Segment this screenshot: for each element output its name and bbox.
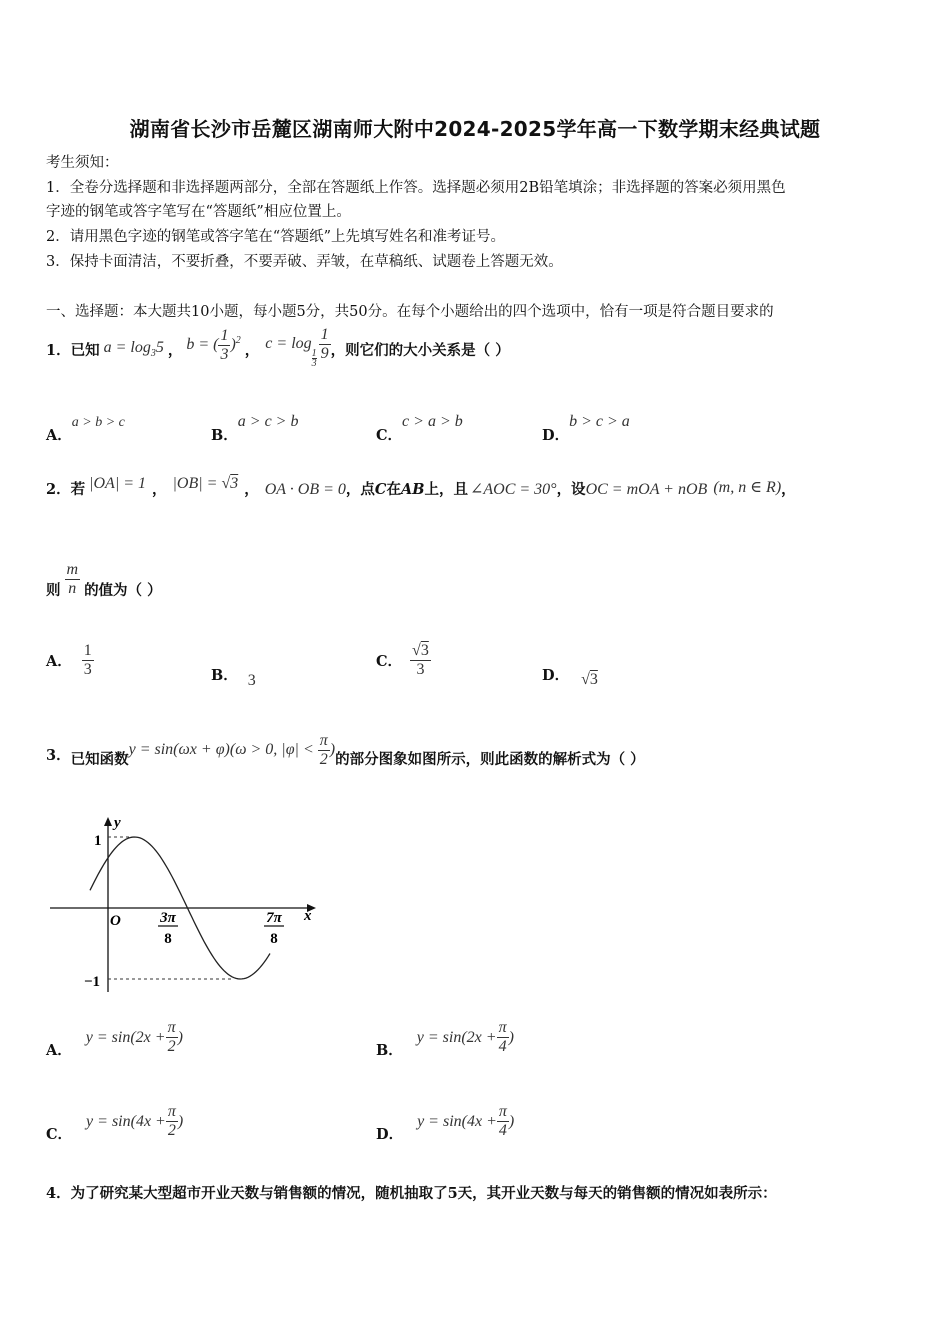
- q3-option-d[interactable]: D． y = sin(4x + $\frac{\pi}{4}$ ): [376, 1103, 515, 1143]
- notice-heading: 考生须知：: [46, 155, 119, 171]
- notice-item-1-line-2: 字迹的钢笔或答字笔写在“答题纸”相应位置上。: [46, 204, 351, 220]
- q2-dot-product: OA · OB = 0: [264, 481, 346, 498]
- q2-oc: OC = mOA + nOB: [585, 481, 708, 498]
- q1-b-expr: b = ( $\frac{1}{3}$ )$^2$: [186, 326, 241, 363]
- q1-option-b[interactable]: B．a > c > b: [211, 413, 299, 444]
- x-tick-2-den: 8: [270, 931, 278, 947]
- q1-a-expr: $a = \log_35$: [103, 338, 164, 360]
- q1-tail: ，则它们的大小关系是（ ）: [330, 342, 510, 359]
- q1-lead: 已知: [70, 342, 100, 359]
- q3-option-c[interactable]: C． y = sin(4x + $\frac{\pi}{2}$ ): [46, 1103, 184, 1143]
- y-min-label: −1: [84, 974, 101, 990]
- q2-option-b[interactable]: B． 3: [211, 667, 256, 689]
- q2-option-c[interactable]: C． $\frac{√3}{3}$: [376, 642, 429, 678]
- q1-sep-2: ，: [244, 342, 260, 359]
- x-tick-1-num: 3π: [160, 910, 176, 926]
- q1-option-a[interactable]: A．a > b > c: [46, 415, 125, 444]
- q3-graph: [44, 812, 324, 994]
- x-label: x: [304, 908, 312, 924]
- q3-expr: y = sin(ωx + φ)(ω > 0, |φ| < $\frac{\pi}{2}$ ): [128, 731, 336, 768]
- q2-let: ，设: [556, 481, 586, 498]
- q2-condition: (m, n ∈ R): [713, 479, 782, 496]
- q2-ob: |OB| = √3: [172, 475, 239, 492]
- q2-number: 2．: [46, 481, 71, 498]
- q1-c-expr: c = log $_{\frac{1}{3}}$ $\frac{1}{9}$: [265, 325, 329, 370]
- q2-option-a[interactable]: A． $\frac{1}{3}$: [46, 642, 92, 678]
- q2-then: 则: [46, 582, 61, 599]
- notice-item-1-line-1: 1．全卷分选择题和非选择题两部分，全部在答题纸上作答。选择题必须用2B铅笔填涂；非选择题的答案必须用黑色: [46, 180, 786, 196]
- q3-option-b[interactable]: B． y = sin(2x + $\frac{\pi}{4}$ ): [376, 1019, 514, 1059]
- q2-segment: AB: [400, 481, 425, 498]
- y-max-label: 1: [94, 833, 102, 849]
- q1-sep-1: ，: [167, 342, 183, 359]
- q3-number: 3．: [46, 747, 71, 764]
- q3-option-a[interactable]: A． y = sin(2x + $\frac{\pi}{2}$ ): [46, 1019, 183, 1059]
- q1-number: 1．: [46, 342, 71, 359]
- q2-comma-3: ，: [781, 481, 796, 498]
- q4-text: 为了研究某大型超市开业天数与销售额的情况，随机抽取了5天，其开业天数与每天的销售额的情况如表所示：: [70, 1185, 777, 1202]
- q2-mid: ，点: [345, 481, 375, 498]
- q2-angle: ∠AOC = 30°: [469, 481, 557, 498]
- origin-label: O: [110, 913, 121, 929]
- q1-option-d[interactable]: D．b > c > a: [542, 413, 630, 444]
- q3-lead: 已知函数: [70, 751, 129, 768]
- q3-tail: 的部分图象如图所示，则此函数的解析式为（ ）: [335, 751, 645, 768]
- q1-option-c[interactable]: C．c > a > b: [376, 413, 463, 444]
- page-title: 湖南省长沙市岳麓区湖南师大附中2024-2025学年高一下数学期末经典试题: [129, 117, 821, 141]
- notice-item-2: 2．请用黑色字迹的钢笔或答字笔在“答题纸”上先填写姓名和准考证号。: [46, 229, 506, 245]
- y-label: y: [114, 815, 121, 831]
- question-1: [46, 325, 510, 377]
- q2-fraction: $\frac{m}{n}$: [66, 560, 79, 597]
- question-2: [46, 472, 796, 508]
- x-tick-1-den: 8: [164, 931, 172, 947]
- question-3: [46, 733, 645, 779]
- q2-oa: |OA| = 1: [89, 475, 147, 492]
- q2-option-d[interactable]: D． √3: [542, 667, 598, 688]
- q2-on2: 上，且: [424, 481, 468, 498]
- x-tick-2-num: 7π: [266, 910, 282, 926]
- q2-comma-1: ，: [152, 481, 167, 498]
- q2-point: C: [374, 481, 387, 498]
- q2-ask: [46, 556, 162, 602]
- q2-comma-2: ，: [244, 481, 259, 498]
- question-4: [46, 1185, 777, 1203]
- q4-number: 4．: [46, 1185, 71, 1202]
- q2-ask-text: 的值为（ ）: [84, 582, 162, 599]
- notice-item-3: 3．保持卡面清洁，不要折叠，不要弄破、弄皱，在草稿纸、试题卷上答题无效。: [46, 254, 563, 270]
- q2-lead: 若: [70, 481, 86, 498]
- y-axis-arrow: [104, 817, 112, 826]
- section-heading: 一、选择题：本大题共10小题，每小题5分，共50分。在每个小题给出的四个选项中，恰有一项是符合题目要求的: [46, 304, 774, 320]
- q2-on: 在: [386, 481, 401, 498]
